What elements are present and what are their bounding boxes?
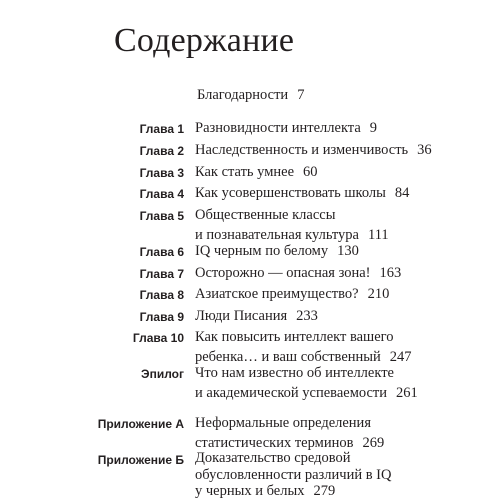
toc-entry-line: Разновидности интеллекта — [195, 120, 361, 136]
toc-entry-title — [195, 141, 432, 161]
toc-entry-line: Осторожно — опасная зона! — [195, 265, 371, 281]
toc-entry-line: статистических терминов — [195, 434, 354, 451]
toc-entry-title — [195, 285, 389, 305]
toc-entry-page: 269 — [362, 434, 385, 451]
toc-entry-title — [195, 264, 401, 284]
toc-entry-line: у черных и белых — [195, 483, 305, 499]
toc-entry-title — [195, 414, 384, 453]
toc-entry-label: Эпилог — [141, 367, 184, 381]
toc-entry-label: Глава 10 — [132, 331, 184, 345]
toc-entry-page: 111 — [367, 226, 389, 243]
toc-entry-title — [195, 328, 412, 367]
toc-entry-line: Доказательство средовой — [195, 450, 351, 466]
toc-entry-label: Глава 5 — [139, 209, 184, 223]
toc-entry-line: Азиатское преимущество? — [195, 286, 359, 302]
toc-entry-title — [195, 364, 418, 403]
toc-entry-page: 247 — [389, 348, 412, 365]
toc-entry-label: Глава 1 — [139, 122, 184, 136]
acknowledgements-page: 7 — [297, 87, 305, 103]
toc-entry-page: 279 — [313, 483, 336, 499]
toc-entry-page: 210 — [367, 286, 390, 302]
toc-entry-label: Глава 2 — [139, 144, 184, 158]
toc-entry-page: 261 — [396, 384, 418, 401]
toc-entry-line: Что нам известно об интеллекте — [195, 365, 394, 381]
toc-entry-label: Приложение Б — [97, 453, 184, 467]
toc-entry-label: Глава 6 — [139, 245, 184, 259]
toc-entry-line: обусловленности различий в IQ — [195, 466, 392, 483]
toc-entry-page: 130 — [337, 243, 359, 259]
toc-entry-label: Глава 7 — [139, 267, 184, 281]
toc-entry-label: Глава 9 — [139, 310, 184, 324]
toc-entry-line: и академической успеваемости — [195, 384, 388, 401]
toc-entry-line: Как повысить интеллект вашего — [195, 329, 394, 345]
toc-entry-line: Как стать умнее — [195, 164, 295, 180]
acknowledgements-text: Благодарности — [197, 87, 289, 103]
toc-entry-title — [195, 184, 409, 204]
toc-acknowledgements[interactable] — [197, 86, 304, 104]
toc-entry-page: 36 — [417, 142, 432, 158]
toc-entry-title — [195, 206, 389, 245]
toc-entry-title — [195, 307, 318, 327]
toc-entry-title — [195, 450, 391, 500]
toc-entry-line: ребенка… и ваш собственный — [195, 348, 381, 365]
toc-entry-title — [195, 242, 359, 262]
toc-entry-line: Общественные классы — [195, 207, 336, 223]
toc-entry-page: 84 — [394, 185, 410, 201]
toc-entry-page: 163 — [379, 265, 402, 281]
toc-entry-label: Глава 4 — [139, 187, 184, 201]
toc-entry-line: Люди Писания — [195, 308, 288, 324]
page-title: Содержание — [114, 21, 295, 59]
toc-entry-line: и познавательная культура — [195, 226, 359, 243]
toc-entry-title — [195, 119, 377, 139]
toc-entry-line: IQ черным по белому — [195, 243, 329, 259]
toc-entry-label: Приложение А — [97, 417, 184, 431]
toc-entry-label: Глава 3 — [139, 166, 184, 180]
toc-entry-page: 233 — [296, 308, 318, 324]
toc-entry-title — [195, 163, 318, 183]
toc-entry-line: Как усовершенствовать школы — [195, 185, 386, 201]
toc-entry-label: Глава 8 — [139, 288, 184, 302]
toc-entry-line: Неформальные определения — [195, 415, 371, 431]
toc-entry-page: 9 — [369, 120, 378, 136]
toc-entry-page: 60 — [303, 164, 318, 180]
toc-entry-line: Наследственность и изменчивость — [195, 142, 409, 158]
